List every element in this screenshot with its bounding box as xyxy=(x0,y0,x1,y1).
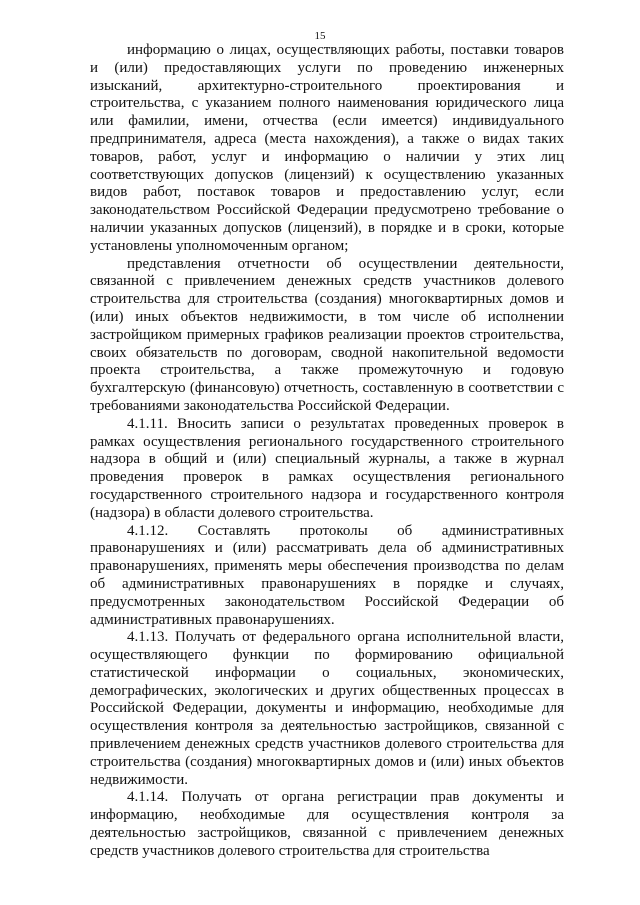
paragraph-4-1-11: 4.1.11. Вносить записи о результатах проведенных проверок в рамках осуществления регионального государственного строительного надзора в общий и (или) специальный журналы, а также в журнал проведения проверок в рамках осуществления регионального государственного строительного надзора и государственного контроля (надзора) в области долевого строительства. xyxy=(90,415,564,521)
paragraph-4-1-12: 4.1.12. Составлять протоколы об административных правонарушениях и (или) рассматривать дела об административных правонарушениях, применять меры обеспечения производства по делам об административных правонарушениях в порядке и случаях, предусмотренных законодательством Российской Федерации об административных правонарушениях. xyxy=(90,522,564,628)
page-number: 15 xyxy=(314,30,326,42)
paragraph-4-1-13: 4.1.13. Получать от федерального органа исполнительной власти, осуществляющего функции по формированию официальной статистической информации о социальных, экономических, демографических, экологических и других общественных процессах в Российской Федерации, документы и информацию, необходимые для осуществления контроля за деятельностью застройщиков, связанной с привлечением денежных средств участников долевого строительства для строительства (создания) многоквартирных домов и (или) иных объектов недвижимости. xyxy=(90,629,564,788)
paragraph-contractors-info: информацию о лицах, осуществляющих работы, поставки товаров и (или) предоставляющих услуги по проведению инженерных изысканий, архитектурно-строительного проектирования и строительства, с указанием полного наименования юридического лица или фамилии, имени, отчества (если имеется) индивидуального предпринимателя, адреса (места нахождения), а также о видах таких товаров, работ, услуг и информацию о наличии у этих лиц соответствующих допусков (лицензий) к осуществлению указанных видов работ, поставок товаров и предоставлению услуг, если законодательством Российской Федерации предусмотрено требование о наличии указанных допусков (лицензий), в порядке и в сроки, которые установлены уполномоченным органом; xyxy=(90,42,564,254)
paragraph-reporting: представления отчетности об осуществлении деятельности, связанной с привлечением денежных средств участников долевого строительства для строительства (создания) многоквартирных домов и (или) иных объектов недвижимости, в том числе об исполнении застройщиком примерных графиков реализации проектов строительства, своих обязательств по договорам, сводной накопительной ведомости проекта строительства, а также промежуточную и годовую бухгалтерскую (финансовую) отчетность, составленную в соответствии с требованиями законодательства Российской Федерации. xyxy=(90,255,564,414)
paragraph-4-1-14: 4.1.14. Получать от органа регистрации прав документы и информацию, необходимые для осуществления контроля за деятельностью застройщиков, связанной с привлечением денежных средств участников долевого строительства для строительства xyxy=(90,789,564,859)
document-body xyxy=(90,42,564,861)
